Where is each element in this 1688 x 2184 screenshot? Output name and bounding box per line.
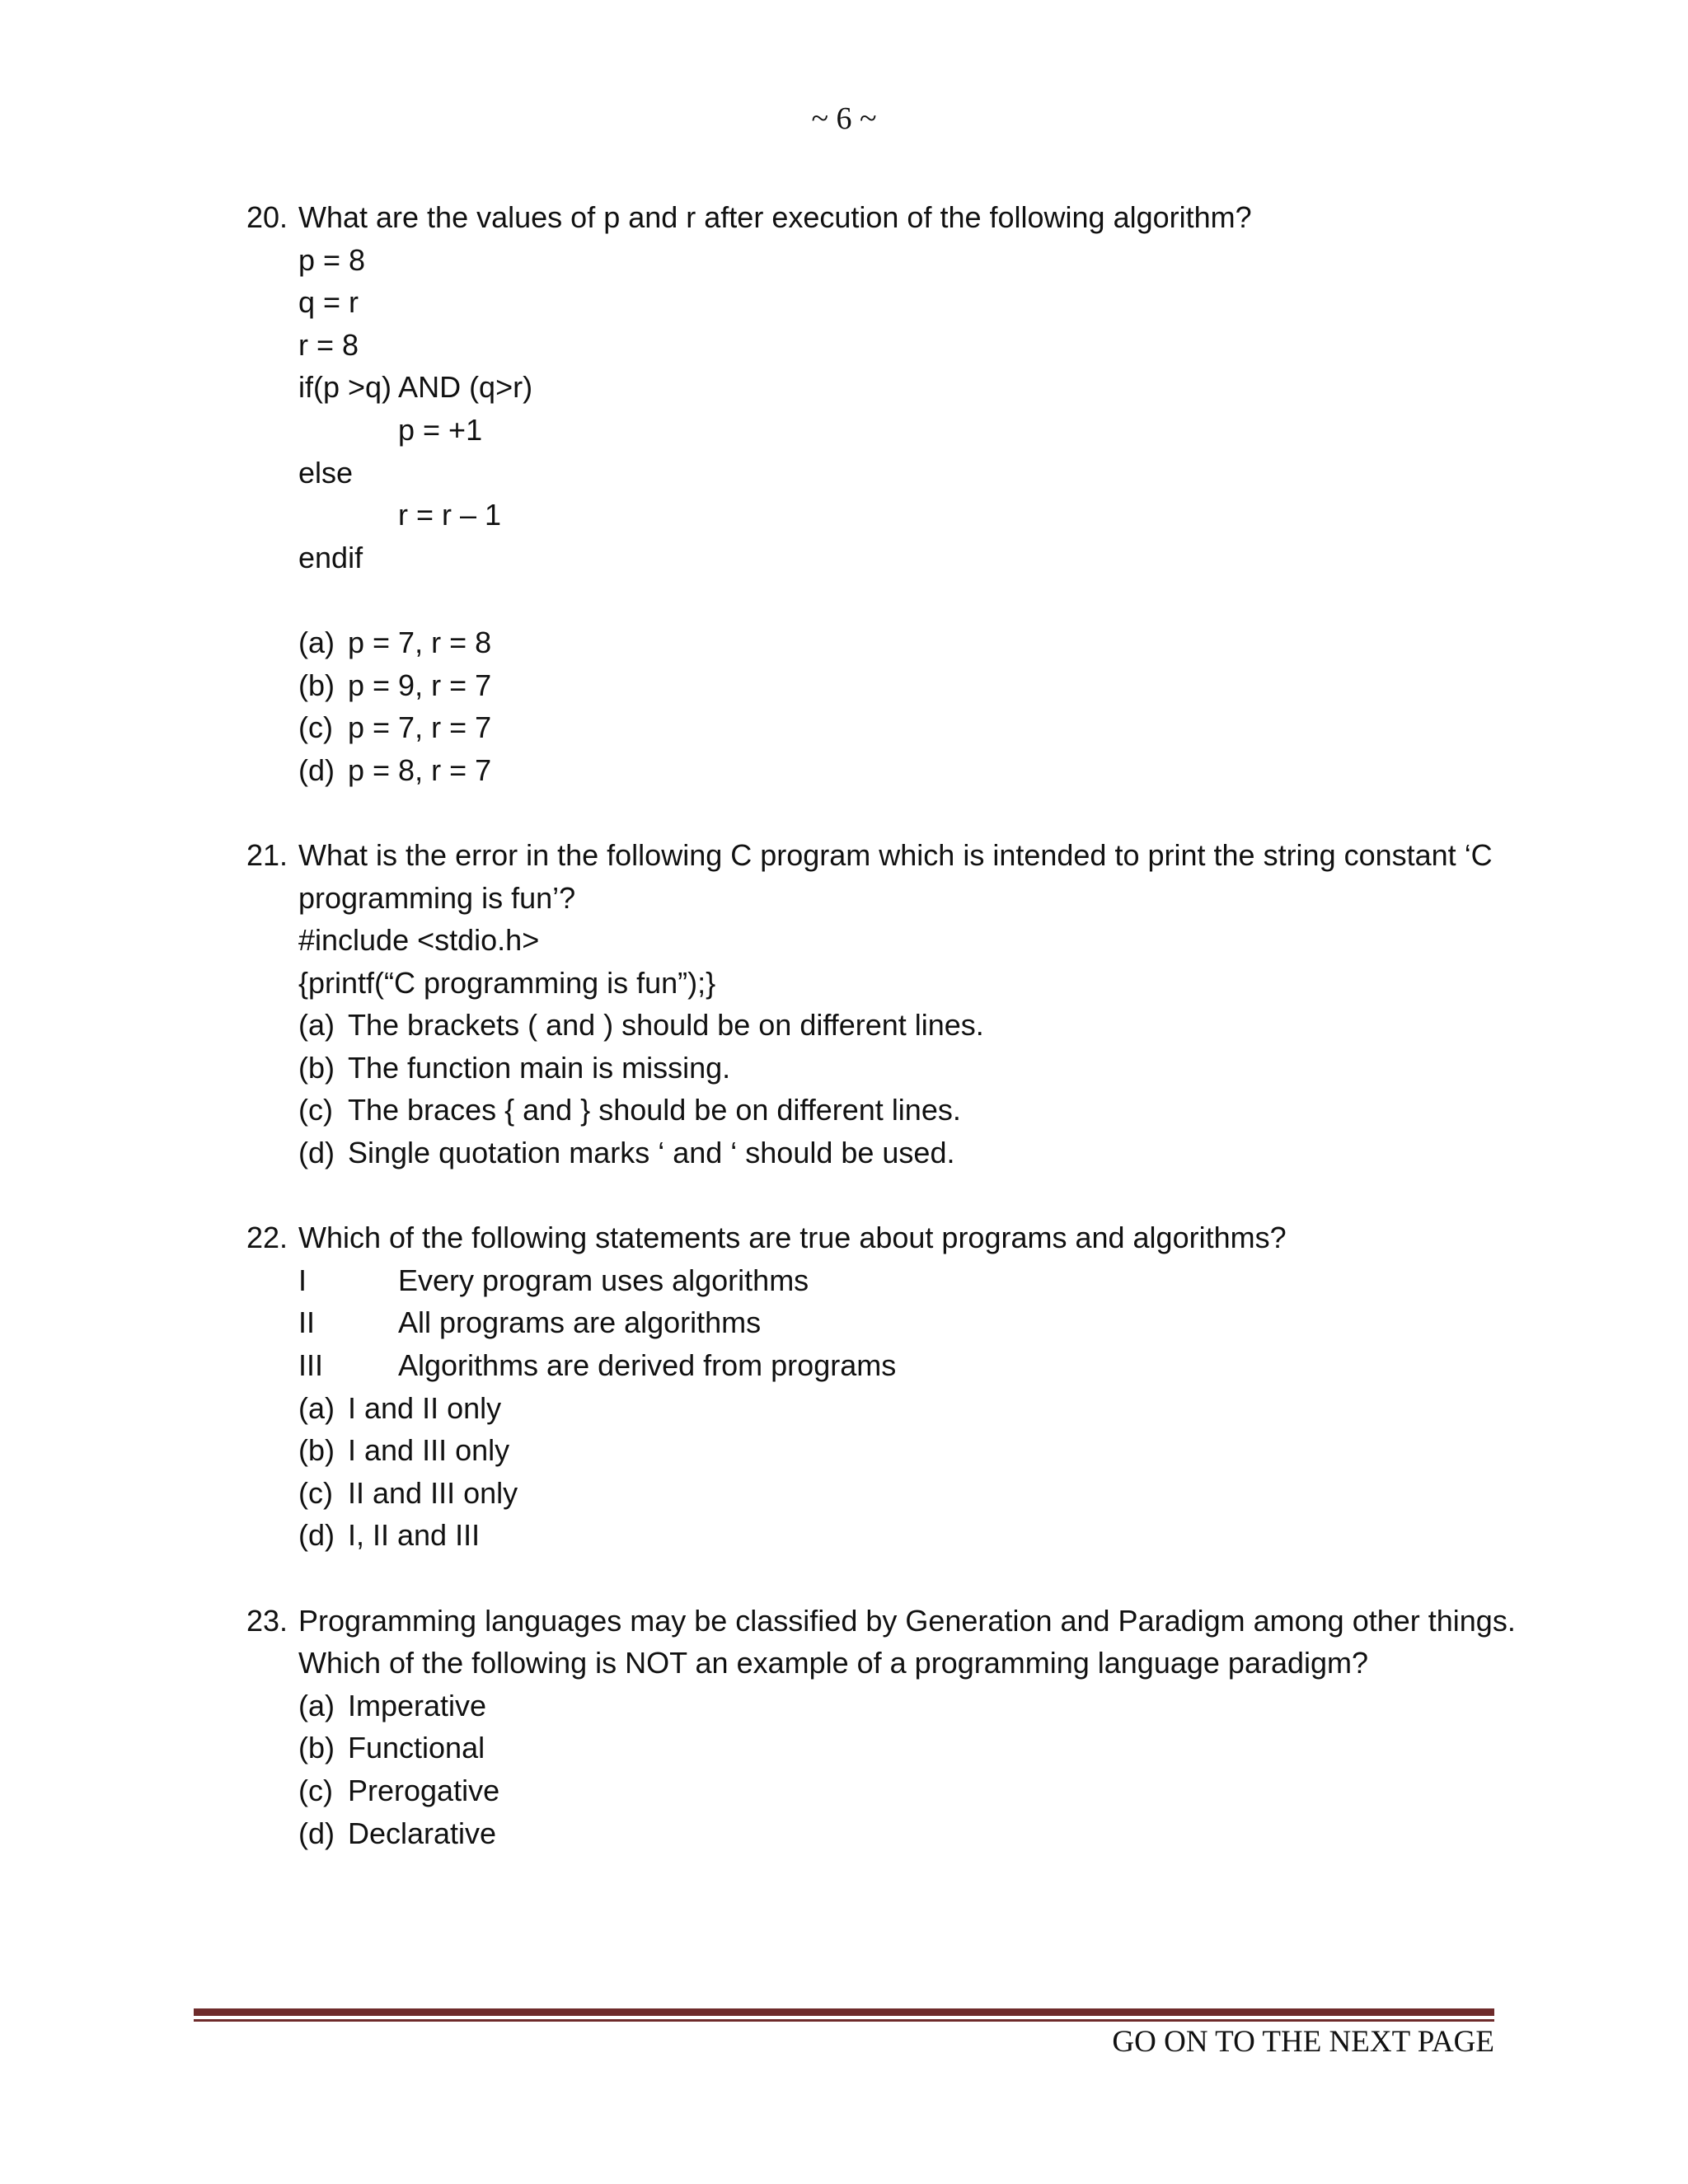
option-text: The braces { and } should be on different lines.: [348, 1093, 961, 1127]
code-text: p = +1: [398, 412, 483, 447]
option-text: Functional: [348, 1731, 485, 1765]
option-label: (d): [298, 752, 335, 787]
question-text: programming is fun’?: [298, 880, 576, 915]
question-text: Which of the following is NOT an example of a programming language paradigm?: [298, 1646, 1369, 1680]
option-text: p = 9, r = 7: [348, 668, 492, 702]
option-label: (d): [298, 1136, 335, 1170]
option-a: [0, 1685, 1688, 1727]
question-text-continued: [0, 1642, 1688, 1685]
option-text: I and II only: [348, 1390, 502, 1425]
code-line: [0, 537, 1688, 579]
option-b: [0, 664, 1688, 707]
code-line: [0, 239, 1688, 282]
option-label: (a): [298, 1008, 335, 1043]
option-b: [0, 1047, 1688, 1090]
footer-rule-thick: [194, 2008, 1494, 2016]
statement-numeral: I: [298, 1263, 307, 1297]
code-line: [0, 366, 1688, 409]
option-label: (b): [298, 1731, 335, 1765]
option-d: [0, 1514, 1688, 1557]
option-label: (a): [298, 1688, 335, 1722]
question-text-continued: [0, 877, 1688, 920]
option-text: Prerogative: [348, 1773, 500, 1807]
statement-text: All programs are algorithms: [398, 1305, 762, 1340]
code-line: [0, 494, 1688, 537]
option-text: p = 8, r = 7: [348, 752, 492, 787]
question-23-stem: [0, 1600, 1688, 1643]
code-line: [0, 919, 1688, 962]
code-text: #include <stdio.h>: [298, 923, 540, 958]
question-text: What is the error in the following C program which is intended to print the string constant ‘C: [298, 837, 1493, 872]
option-label: (c): [298, 1475, 333, 1510]
question-list: [0, 196, 1688, 1854]
option-text: Single quotation marks ‘ and ‘ should be used.: [348, 1136, 955, 1170]
option-b: [0, 1429, 1688, 1472]
code-text: {printf(“C programming is fun”);}: [298, 965, 716, 1000]
question-number: 22.: [246, 1221, 288, 1255]
option-label: (b): [298, 1050, 335, 1085]
option-text: I and III only: [348, 1433, 510, 1468]
option-c: [0, 706, 1688, 749]
code-line: [0, 409, 1688, 452]
option-label: (c): [298, 710, 333, 745]
option-label: (a): [298, 625, 335, 659]
next-page-notice: GO ON TO THE NEXT PAGE: [1112, 2025, 1494, 2059]
question-number: 21.: [246, 837, 288, 872]
question-text: What are the values of p and r after execution of the following algorithm?: [298, 200, 1252, 234]
option-label: (b): [298, 668, 335, 702]
question-text: Programming languages may be classified by Generation and Paradigm among other things.: [298, 1603, 1516, 1638]
option-text: Imperative: [348, 1688, 487, 1722]
code-text: else: [298, 455, 354, 490]
code-text: p = 8: [298, 242, 366, 277]
option-label: (c): [298, 1773, 333, 1807]
question-number: 20.: [246, 200, 288, 234]
code-text: endif: [298, 540, 363, 574]
option-c: [0, 1089, 1688, 1132]
option-label: (b): [298, 1433, 335, 1468]
option-text: Declarative: [348, 1816, 497, 1850]
option-text: p = 7, r = 7: [348, 710, 492, 745]
page-number: ~ 6 ~: [811, 101, 877, 136]
option-d: [0, 749, 1688, 792]
option-d: [0, 1132, 1688, 1174]
option-a: [0, 1387, 1688, 1430]
option-text: II and III only: [348, 1475, 518, 1510]
question-text: Which of the following statements are true about programs and algorithms?: [298, 1221, 1287, 1255]
statement-text: Every program uses algorithms: [398, 1263, 809, 1297]
option-text: The function main is missing.: [348, 1050, 731, 1085]
question-20-stem: [0, 196, 1688, 239]
option-c: [0, 1769, 1688, 1812]
statement-text: Algorithms are derived from programs: [398, 1348, 897, 1383]
code-text: r = r – 1: [398, 498, 502, 532]
question-21-stem: [0, 834, 1688, 877]
statement-line: [0, 1259, 1688, 1302]
question-number: 23.: [246, 1603, 288, 1638]
code-text: q = r: [298, 285, 359, 320]
code-line: [0, 962, 1688, 1005]
option-label: (c): [298, 1093, 333, 1127]
option-a: [0, 1004, 1688, 1047]
statement-line: [0, 1301, 1688, 1344]
statement-numeral: III: [298, 1348, 324, 1383]
code-text: r = 8: [298, 327, 359, 362]
option-text: I, II and III: [348, 1518, 481, 1553]
code-line: [0, 452, 1688, 494]
statement-line: [0, 1344, 1688, 1387]
code-line: [0, 324, 1688, 367]
option-a: [0, 621, 1688, 664]
option-text: p = 7, r = 8: [348, 625, 492, 659]
statement-numeral: II: [298, 1305, 316, 1340]
option-d: [0, 1812, 1688, 1855]
option-label: (d): [298, 1816, 335, 1850]
option-text: The brackets ( and ) should be on different lines.: [348, 1008, 984, 1043]
option-label: (d): [298, 1518, 335, 1553]
question-22-stem: [0, 1216, 1688, 1259]
option-label: (a): [298, 1390, 335, 1425]
code-line: [0, 281, 1688, 324]
option-b: [0, 1727, 1688, 1769]
code-text: if(p >q) AND (q>r): [298, 370, 533, 405]
option-c: [0, 1472, 1688, 1515]
